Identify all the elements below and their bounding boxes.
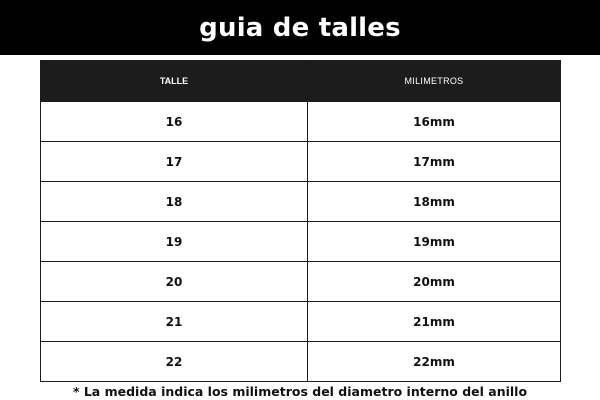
table-row: [41, 222, 561, 262]
table-row: [41, 342, 561, 382]
page-title: guia de talles: [199, 12, 401, 43]
talle-cell: 22: [41, 342, 308, 382]
milimetros-cell: 19mm: [308, 222, 561, 262]
talle-cell: 16: [41, 102, 308, 142]
column-header-milimetros: MILIMETROS: [308, 61, 561, 102]
milimetros-cell: 20mm: [308, 262, 561, 302]
table-row: [41, 102, 561, 142]
milimetros-cell: 17mm: [308, 142, 561, 182]
header-banner: [0, 0, 600, 55]
table-row: [41, 262, 561, 302]
table-row: [41, 182, 561, 222]
talle-cell: 17: [41, 142, 308, 182]
milimetros-cell: 18mm: [308, 182, 561, 222]
milimetros-cell: 22mm: [308, 342, 561, 382]
talle-cell: 19: [41, 222, 308, 262]
footnote: * La medida indica los milimetros del diametro interno del anillo: [72, 384, 528, 399]
table-row: [41, 302, 561, 342]
column-header-talle: TALLE: [41, 61, 308, 102]
milimetros-cell: 21mm: [308, 302, 561, 342]
table-header-row: [41, 61, 561, 102]
table-row: [41, 142, 561, 182]
talle-cell: 21: [41, 302, 308, 342]
milimetros-cell: 16mm: [308, 102, 561, 142]
talle-cell: 20: [41, 262, 308, 302]
size-table: [40, 60, 561, 382]
talle-cell: 18: [41, 182, 308, 222]
